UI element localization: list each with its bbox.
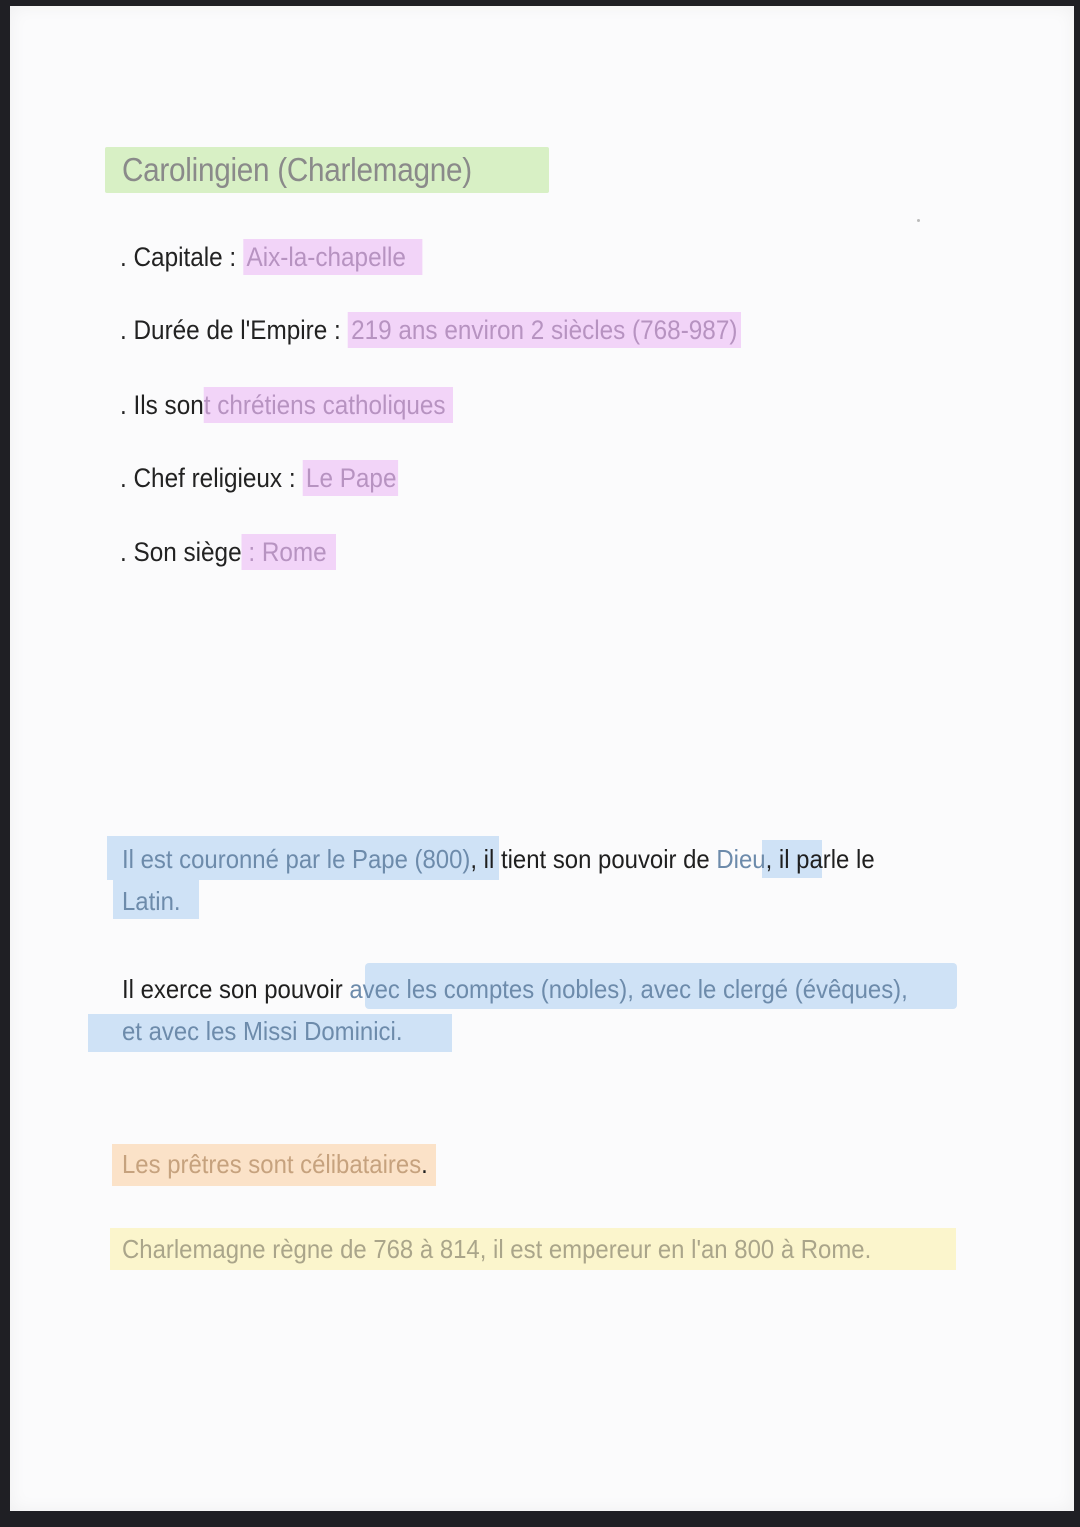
paragraph-pretres — [122, 1143, 428, 1185]
highlighted-text: Les prêtres sont célibataires — [122, 1149, 422, 1179]
heading-highlight — [105, 147, 549, 193]
bullet-value: Le Pape — [302, 460, 398, 496]
paragraph-regne — [122, 1228, 871, 1270]
bullet-label: . Son siège — [120, 537, 242, 567]
bullet-value: Aix-la-chapelle — [243, 239, 422, 275]
highlighted-text: Charlemagne règne de 768 à 814, il est empereur en l'an 800 à Rome. — [122, 1234, 872, 1264]
highlighted-text: avec les comptes (nobles), avec le clergé (évêques), — [349, 974, 908, 1004]
bullet-value: : Rome — [242, 534, 336, 570]
plain-text: , il tient son pouvoir de — [470, 844, 717, 874]
plain-text: Il exerce son pouvoir — [122, 974, 350, 1004]
page-title: Carolingien (Charlemagne) — [122, 151, 472, 188]
bullet-capitale — [120, 242, 422, 278]
bullet-value: 219 ans environ 2 siècles (768-987) — [347, 312, 741, 348]
highlighted-text: Dieu — [716, 844, 766, 874]
plain-text: . — [421, 1149, 428, 1179]
bullet-value: t chrétiens catholiques — [204, 387, 453, 423]
bullet-religion — [120, 390, 453, 426]
paper-speck — [917, 219, 920, 222]
highlighted-text: Latin. — [122, 886, 181, 916]
highlighted-text: Il est couronné par le Pape (800) — [122, 844, 471, 874]
bullet-label: . Ils son — [120, 390, 204, 420]
bullet-label: . Chef religieux : — [120, 463, 303, 493]
plain-text: , il parle le — [765, 844, 875, 874]
paragraph-pouvoir — [122, 968, 908, 1052]
bullet-label: . Durée de l'Empire : — [120, 315, 348, 345]
document-page — [10, 6, 1074, 1511]
bullet-duree — [120, 315, 741, 351]
paragraph-couronnement — [122, 838, 875, 922]
highlighted-text: et avec les Missi Dominici. — [122, 1016, 403, 1046]
bullet-siege — [120, 537, 336, 573]
bullet-label: . Capitale : — [120, 242, 243, 272]
bullet-chef — [120, 463, 398, 499]
